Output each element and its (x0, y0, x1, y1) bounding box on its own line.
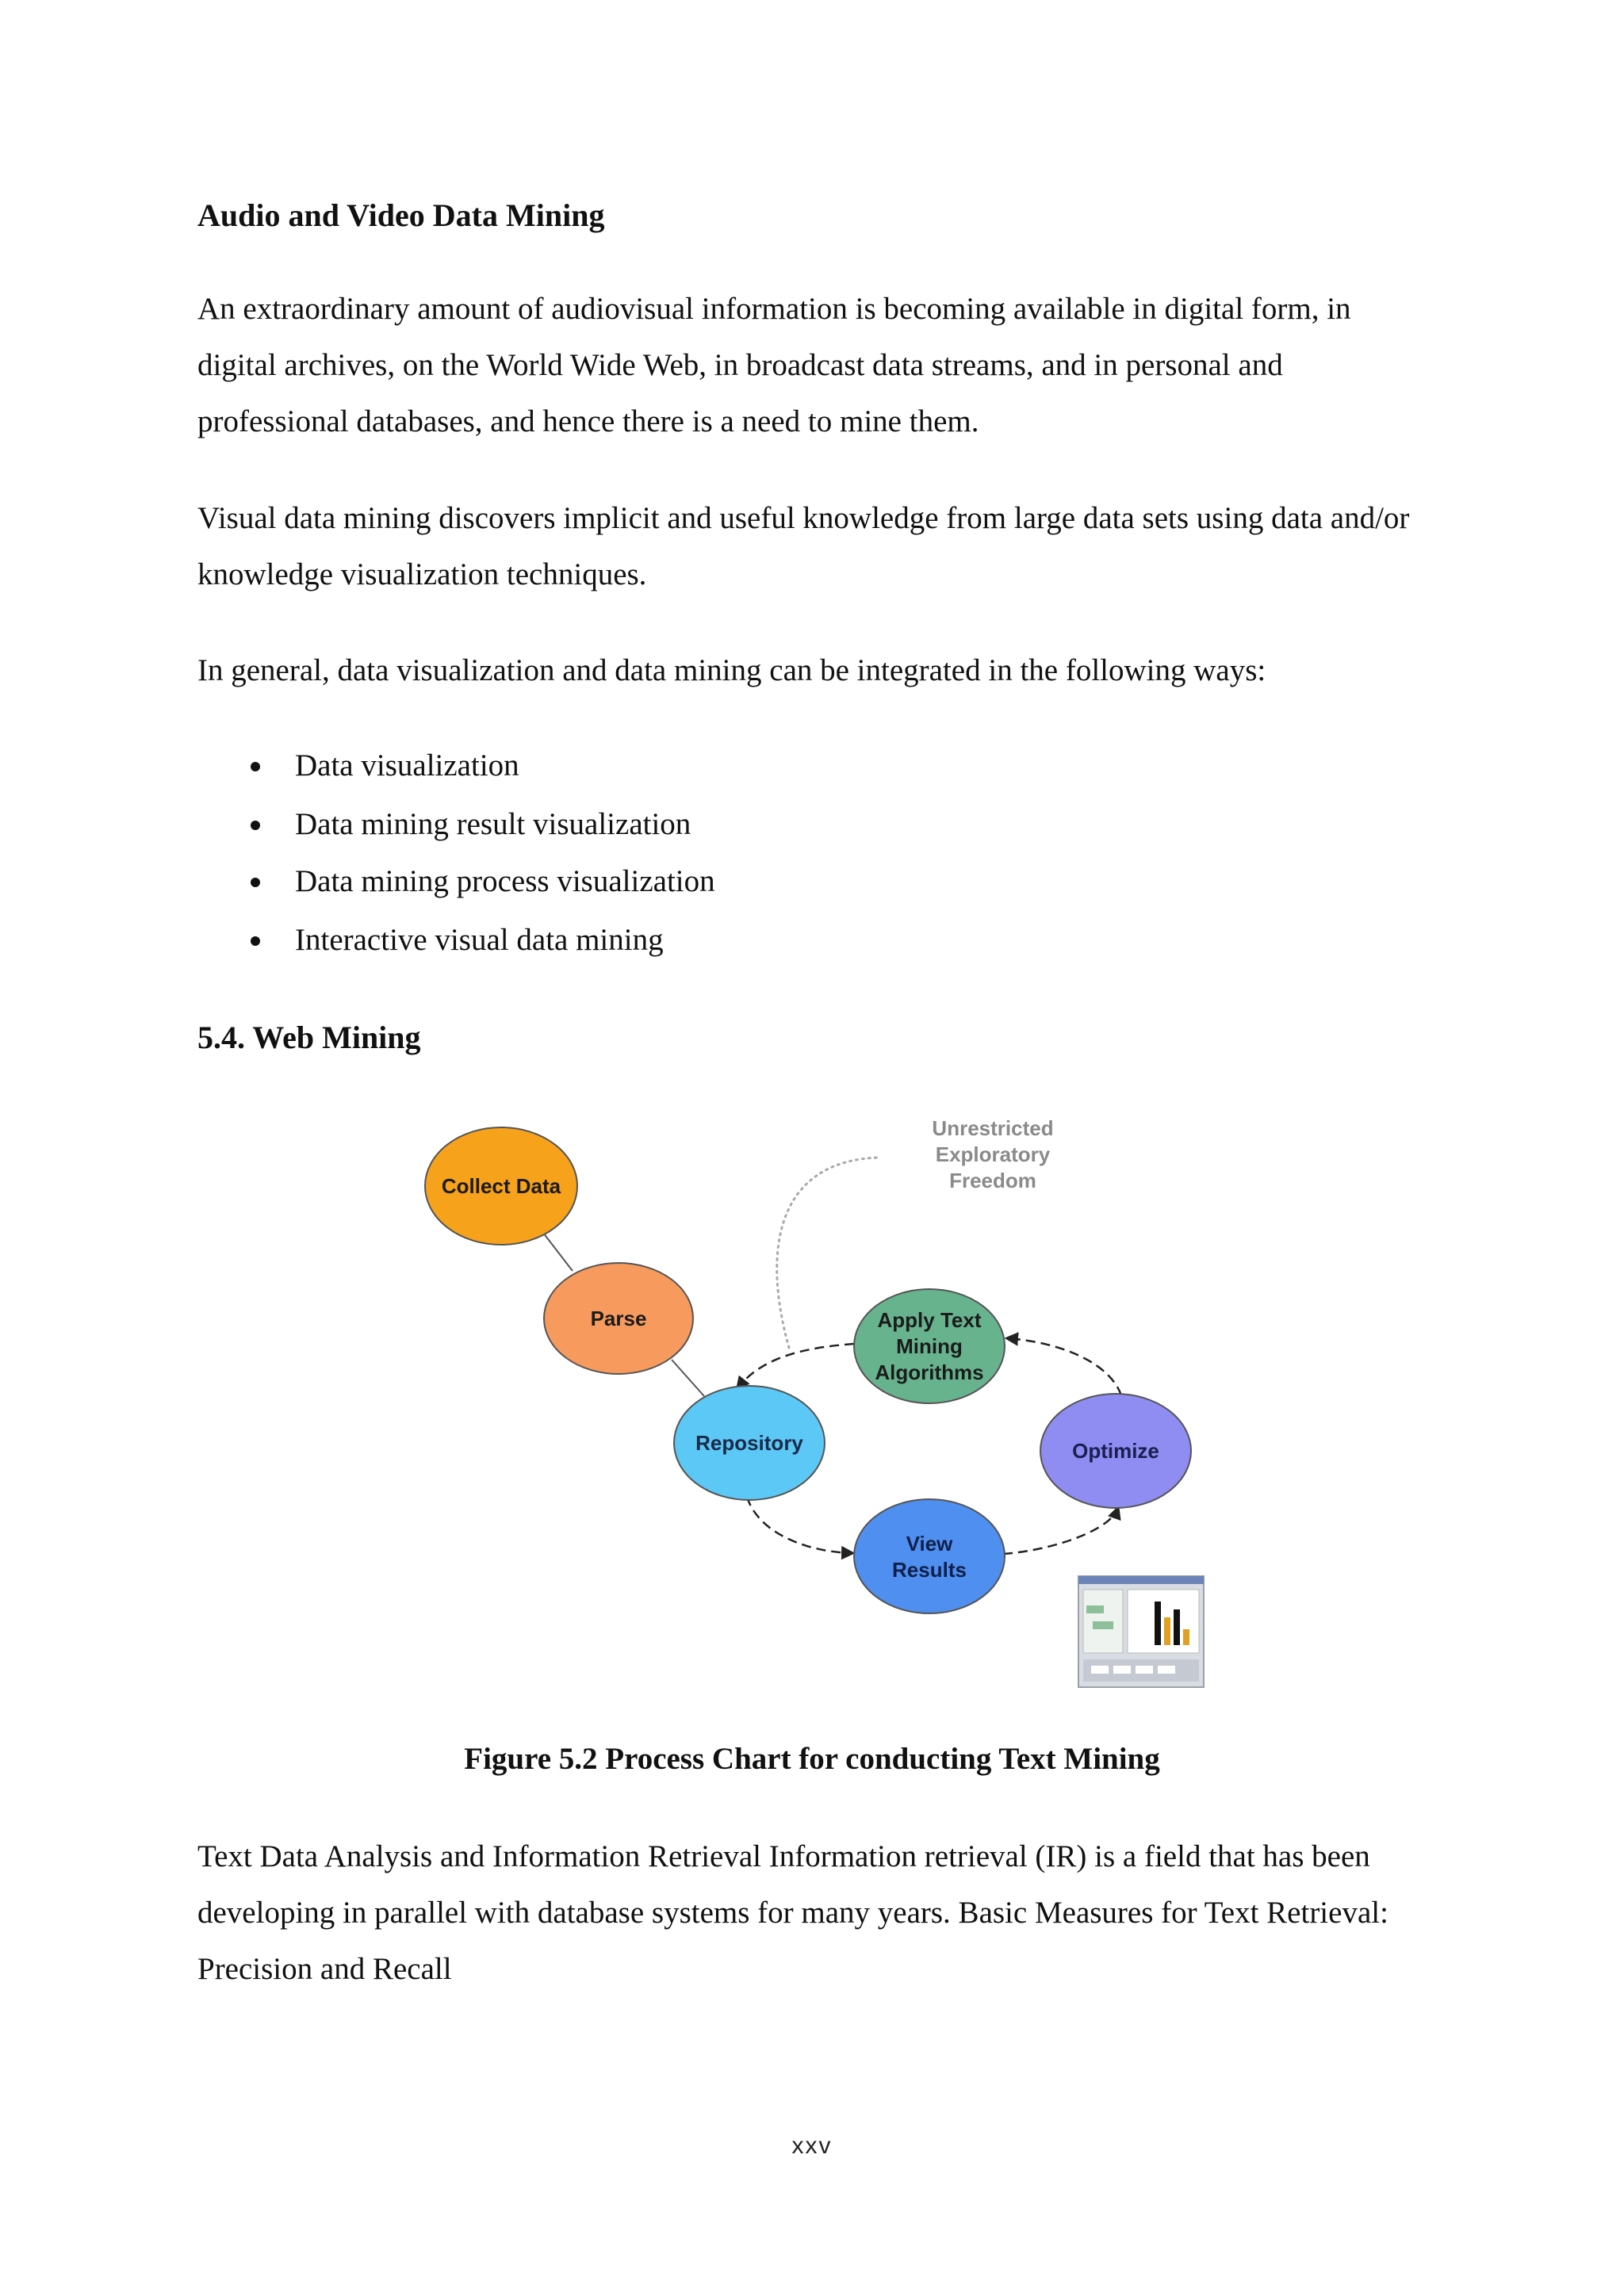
arrow-apply-to-repository (737, 1344, 854, 1388)
connector-parse-repository (672, 1360, 704, 1396)
node-label: Collect Data (441, 1174, 561, 1198)
node-label: Optimize (1072, 1439, 1159, 1463)
bullet-icon (251, 936, 260, 946)
node-label: Parse (590, 1307, 647, 1330)
node-collect-data (425, 1127, 577, 1245)
node-label: Results (892, 1558, 967, 1582)
paragraph-integration-intro: In general, data visualization and data mining can be integrated in the following ways: (197, 653, 1266, 687)
node-label: Repository (695, 1431, 803, 1455)
node-parse (544, 1263, 693, 1374)
node-apply-text-mining (854, 1289, 1005, 1403)
list-item-text: Data mining result visualization (295, 807, 691, 841)
node-optimize (1040, 1394, 1191, 1508)
node-repository (674, 1386, 825, 1500)
arrow-optimize-to-apply (1007, 1338, 1121, 1395)
node-label: Algorithms (875, 1360, 984, 1384)
arrow-repository-to-view (747, 1497, 852, 1553)
annotation-line: Unrestricted (932, 1116, 1054, 1140)
bullet-icon (251, 821, 260, 830)
node-view-results (854, 1499, 1005, 1613)
node-label: Mining (896, 1334, 963, 1358)
bullet-icon (251, 878, 260, 887)
paragraph-text-data-analysis: Text Data Analysis and Information Retrieval Information retrieval (IR) is a field that has been developing in parallel with database systems for many years. Basic Measures for Text Retrieval: Precision and Recall (197, 1839, 1388, 1986)
bullet-icon (251, 762, 260, 771)
annotation-line: Exploratory (935, 1142, 1051, 1166)
section-heading-audio-video: Audio and Video Data Mining (197, 197, 605, 233)
paragraph-audiovisual: An extraordinary amount of audiovisual information is becoming available in digital form, in digital archives, on the World Wide Web, in broadcast data streams, and in personal and professional databases, and hence there is a need to mine them. (197, 292, 1351, 438)
figure-caption: Figure 5.2 Process Chart for conducting Text Mining (464, 1742, 1160, 1776)
arrow-view-to-optimize (1003, 1508, 1118, 1554)
list-item-text: Data visualization (295, 748, 519, 783)
list-item-text: Interactive visual data mining (295, 923, 664, 957)
list-item-text: Data mining process visualization (295, 864, 715, 898)
annotation-line: Freedom (949, 1169, 1036, 1192)
node-label: View (906, 1532, 953, 1556)
process-chart-figure (420, 1106, 1213, 1693)
paragraph-visual-data-mining: Visual data mining discovers implicit and useful knowledge from large data sets using data and/or knowledge visualization techniques. (197, 501, 1410, 591)
software-screenshot-thumbnail-icon (1078, 1576, 1204, 1687)
node-label: Apply Text (877, 1308, 982, 1332)
page-number: xxv (791, 2133, 833, 2159)
connector-collect-parse (543, 1233, 573, 1271)
section-heading-web-mining: 5.4. Web Mining (197, 1020, 421, 1055)
